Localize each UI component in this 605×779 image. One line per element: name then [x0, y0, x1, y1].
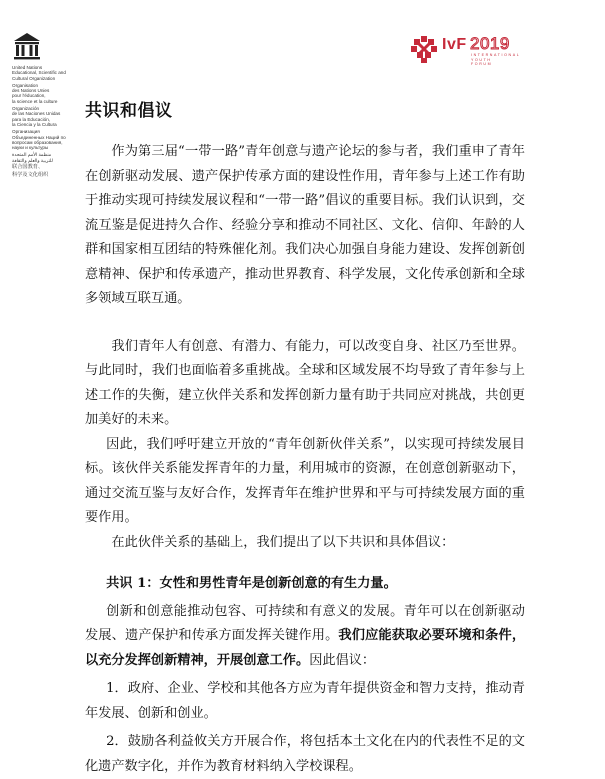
- unesco-es-1: Organización: [12, 106, 40, 112]
- unesco-ar-1: منظمة الأمم المتحدة: [12, 152, 52, 158]
- unesco-fr-4: la science et la culture: [12, 98, 58, 104]
- unesco-name-block: [12, 65, 72, 178]
- paragraph-5-part-a: 创新和创意能推动包容、可持续和有意义的发展。青年可以在创新驱动发展、遗产保护和传承方面发挥关键作用。: [85, 603, 525, 643]
- consensus-1-heading: 共识 1：女性和男性青年是创新创意的有生力量。: [106, 576, 397, 591]
- unesco-en-2: Educational, Scientific and: [12, 70, 66, 76]
- ivf-sub-2: YOUTH: [471, 57, 492, 62]
- paragraph-2: 我们青年人有创意、有潜力、有能力，可以改变自身、社区乃至世界。与此同时，我们也面临着多重挑战。全球和区域发展不均导致了青年参与上述工作的失衡，建立伙伴关系和发挥创新力量有助于共同应对挑战，共创更加美好的未来。: [85, 338, 525, 427]
- ivf-heart-cross-icon: [409, 34, 439, 64]
- paragraph-4: 在此伙伴关系的基础上，我们提出了以下共识和具体倡议：: [111, 534, 455, 550]
- ivf-logo: [409, 34, 527, 70]
- unesco-en-3: Cultural Organization: [12, 75, 56, 81]
- unesco-ru-2: Объединенных Наций по: [12, 134, 66, 140]
- unesco-zh-2: 科学及文化组织: [12, 171, 49, 178]
- unesco-es-4: la Ciencia y la Cultura: [12, 121, 57, 127]
- unesco-es-3: para la Educación,: [12, 116, 51, 122]
- unesco-zh-1: 联合国教育、: [12, 164, 44, 171]
- unesco-fr-3: pour l'éducation,: [12, 93, 46, 99]
- ivf-sub-3: FORUM: [471, 62, 493, 67]
- ivf-sub-1: INTERNATIONAL: [471, 53, 521, 57]
- paragraph-5-bold: 我们应能获取必要环境和条件，以充分发挥创新精神，开展创意工作。: [85, 628, 526, 668]
- unesco-ru-3: вопросам образования,: [12, 139, 63, 145]
- page-title: 共识和倡议: [85, 101, 173, 121]
- ivf-subtitle: [471, 53, 520, 67]
- unesco-ru-1: Организация: [12, 129, 40, 135]
- initiative-1: 1．政府、企业、学校和其他各方应为青年提供资金和智力支持，推动青年发展、创新和创业。: [85, 681, 525, 721]
- paragraph-5: [85, 600, 525, 674]
- unesco-ru-4: науки и культуры: [12, 145, 49, 151]
- unesco-en-1: United Nations: [12, 65, 43, 70]
- unesco-temple-icon: [12, 32, 42, 62]
- paragraph-1: 作为第三届“一带一路”青年创意与遗产论坛的参与者，我们重申了青年在创新驱动发展、遗产保护传承方面的建设性作用，青年参与上述工作有助于推动实现可持续发展议程和“一带一路”倡议的重要目标。我们认识到，交流互鉴是促进持久合作、经验分享和推动不同社区、文化、信仰、年龄的人群和国家相互团结的特殊催化剂。我们决心加强自身能力建设、发挥创新创意精神、保护和传承遗产，推动世界教育、科学发展，文化传承创新和全球多领域互联互通。: [85, 144, 525, 306]
- initiative-2: 2．鼓励各利益攸关方开展合作，将包括本土文化在内的代表性不足的文化遗产数字化，并作为教育材料纳入学校课程。: [85, 734, 525, 774]
- unesco-fr-2: des Nations Unies: [12, 88, 50, 94]
- unesco-ar-2: للتربية والعلم والثقافة: [12, 157, 53, 163]
- paragraph-5-part-c: 因此倡议：: [309, 652, 376, 668]
- ivf-year: 2019: [470, 34, 510, 53]
- unesco-es-2: de las Naciones Unidas: [12, 111, 61, 117]
- document-body: [85, 140, 525, 779]
- ivf-wordmark: IvF: [442, 36, 467, 53]
- paragraph-3: 因此，我们呼吁建立开放的“青年创新伙伴关系”，以实现可持续发展目标。该伙伴关系能发挥青年的力量，利用城市的资源，在创意创新驱动下，通过交流互鉴与友好合作，发挥青年在维护世界和平与可持续发展方面的重要作用。: [85, 436, 525, 525]
- unesco-fr-1: Organisation: [12, 82, 39, 88]
- unesco-logo: [12, 32, 72, 178]
